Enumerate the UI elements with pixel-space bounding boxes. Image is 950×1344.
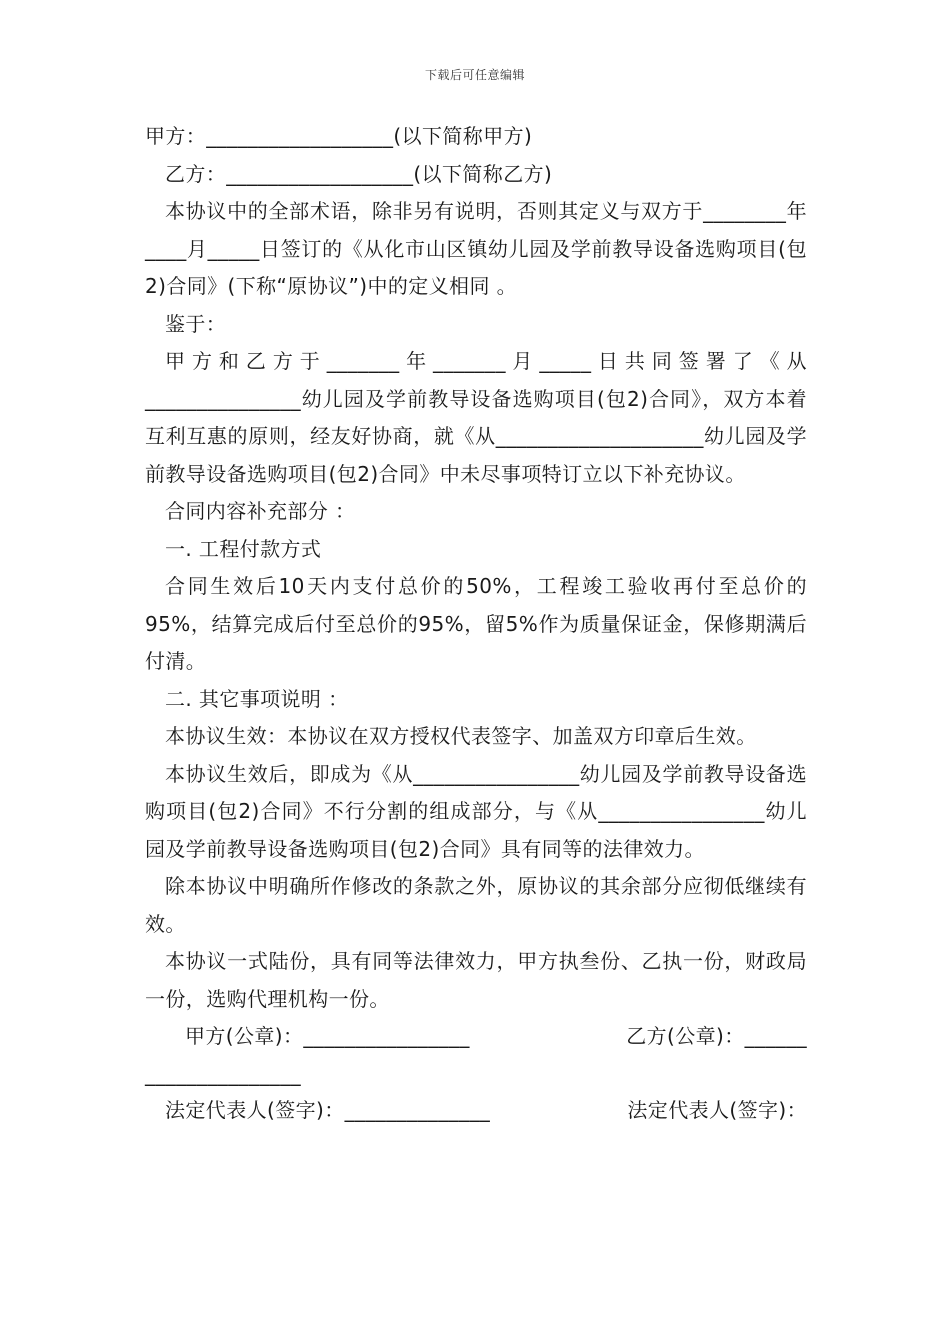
whereas-paragraph: 甲方和乙方于_______年_______月_____日共同签署了《从_______________幼儿园及学前教导设备选购项目(包2)合同》，双方本着互利互惠的原则，经友好协商，就《从____________________幼儿园及学前教导设备选购项目(包2)合同》中未尽事项特订立以下补充协议。: [145, 349, 807, 486]
effective-paragraph: 本协议生效：本协议在双方授权代表签字、加盖双方印章后生效。: [165, 724, 757, 748]
whereas-label: 鉴于：: [165, 311, 227, 336]
supplement-label: 合同内容补充部分 ：: [165, 499, 356, 523]
party-a-representative: 法定代表人(签字)：______________: [165, 1098, 491, 1122]
representative-row: [145, 1092, 807, 1130]
party-b-seal: 乙方(公章)：______: [626, 1024, 807, 1048]
party-b-representative: 法定代表人(签字)：: [627, 1098, 807, 1122]
section-1-title: 一. 工程付款方式: [165, 536, 322, 561]
party-a-seal: 甲方(公章)：________________: [185, 1024, 470, 1048]
contract-body: [145, 118, 807, 1130]
section-2-title: 二. 其它事项说明 ：: [165, 686, 349, 711]
seal-row: [145, 1018, 807, 1056]
page-header-note: 下载后可任意编辑: [424, 68, 525, 82]
remaining-paragraph: 除本协议中明确所作修改的条款之外，原协议的其余部分应彻低继续有效。: [145, 874, 807, 936]
copies-paragraph: 本协议一式陆份，具有同等法律效力，甲方执叁份、乙执一份，财政局一份，选购代理机构一份。: [145, 949, 807, 1011]
definitions-paragraph: 本协议中的全部术语，除非另有说明，否则其定义与双方于________年____月_____日签订的《从化市山区镇幼儿园及学前教导设备选购项目(包2)合同》(下称“原协议”)中的定义相同 。: [145, 199, 807, 298]
party-b-seal-continuation: _______________: [145, 1061, 301, 1086]
integral-paragraph: 本协议生效后，即成为《从________________幼儿园及学前教导设备选购项目(包2)合同》不行分割的组成部分，与《从________________幼儿园及学前教导设备选购项目(包2)合同》具有同等的法律效力。: [145, 761, 807, 861]
section-1-paragraph: 合同生效后10天内支付总价的50%，工程竣工验收再付至总价的95%，结算完成后付至总价的95%，留5%作为质量保证金，保修期满后付清。: [145, 574, 807, 673]
party-a-line: 甲方：__________________(以下简称甲方): [145, 124, 533, 148]
party-b-line: 乙方：__________________(以下简称乙方): [165, 161, 553, 186]
